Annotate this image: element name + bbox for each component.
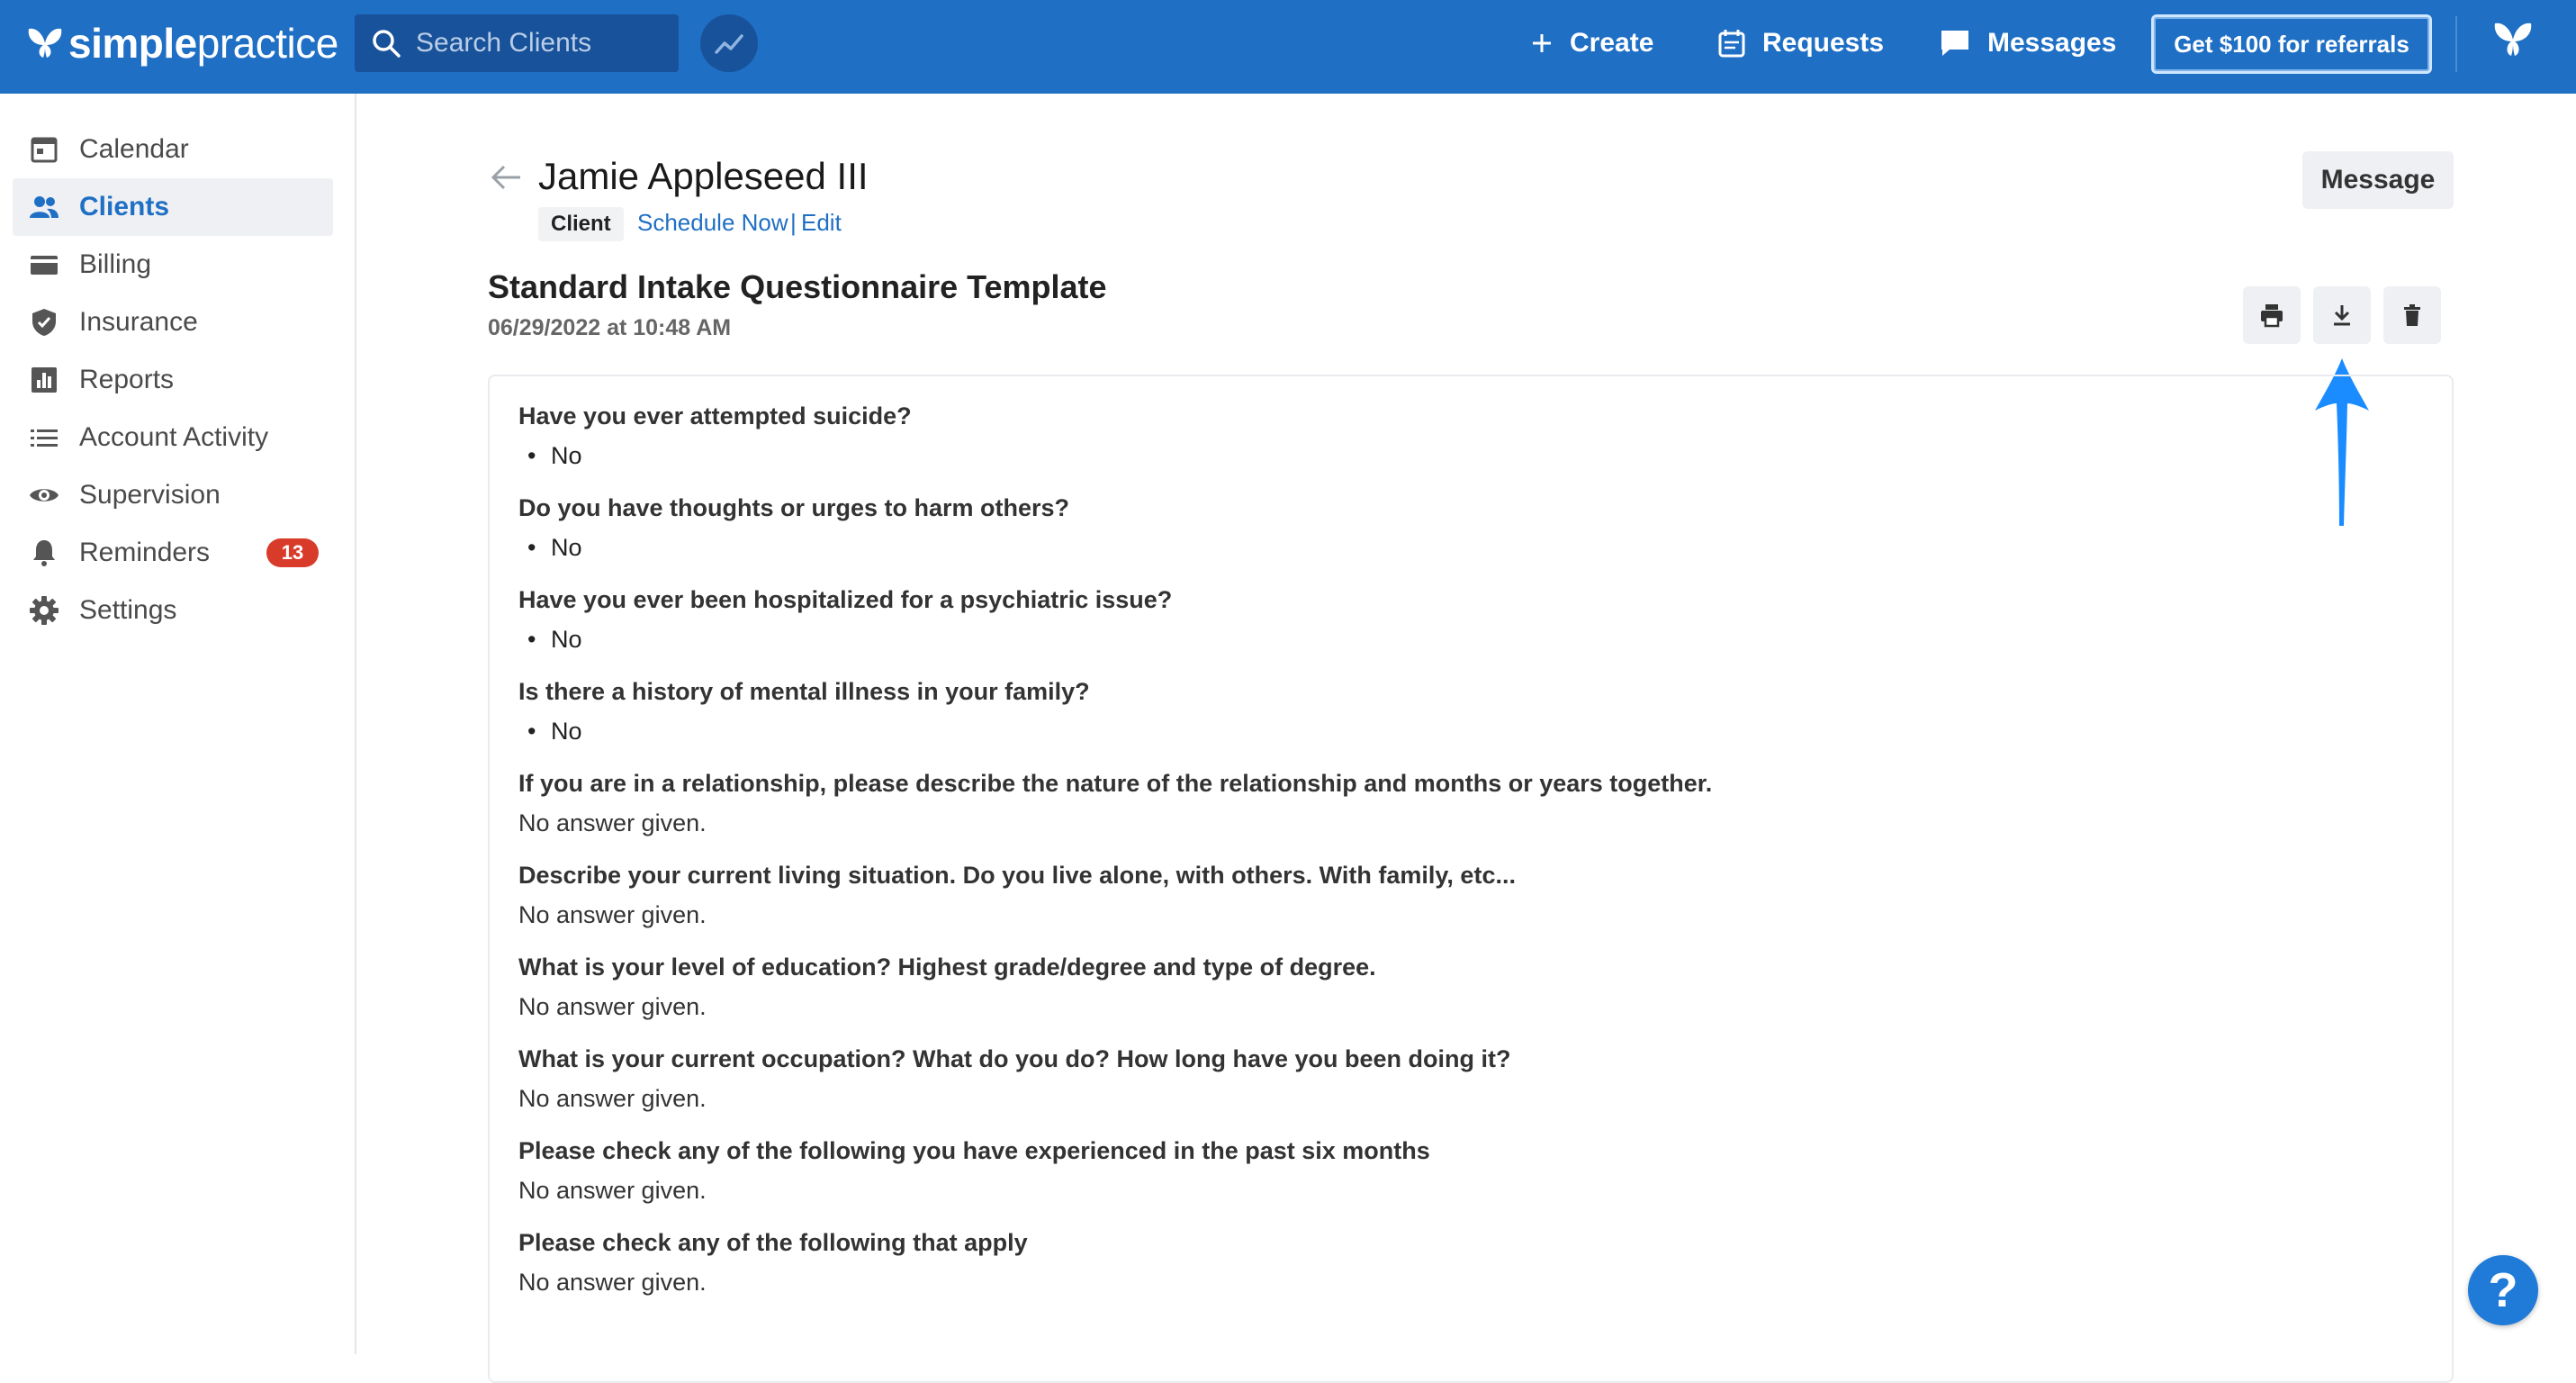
credit-card-icon [29,249,59,280]
delete-button[interactable] [2383,286,2441,344]
question-text: Is there a history of mental illness in your family? [518,678,1090,705]
answer-text: No answer given. [518,901,707,928]
search-clients-box[interactable] [355,14,679,72]
client-name: Jamie Appleseed III [538,155,869,197]
simplepractice-logo[interactable] [25,16,338,70]
printer-icon [2259,303,2284,328]
logo-wordmark: simplepractice [68,20,338,67]
answer-text: No answer given. [518,1085,707,1112]
sidebar-item-label: Supervision [79,480,221,510]
question-text: Please check any of the following you have experienced in the past six months [518,1137,1430,1164]
answer-list [518,438,2423,474]
sidebar-item-insurance[interactable] [13,294,333,351]
answer-list [518,529,2423,565]
create-label: Create [1570,28,1654,58]
help-question-icon: ? [2488,1263,2518,1317]
sidebar-item-account-activity[interactable] [13,409,333,466]
gear-icon [29,595,59,626]
question-text: Please check any of the following that apply [518,1229,1028,1256]
topbar-divider [2455,16,2457,72]
chat-bubble-icon [1939,28,1971,59]
messages-label: Messages [1987,28,2117,58]
search-input[interactable] [416,28,659,59]
answer-text: No answer given. [518,809,707,836]
answer-text: No answer given. [518,1177,707,1204]
requests-label: Requests [1762,28,1885,58]
create-button[interactable] [1530,20,1653,67]
sidebar-item-settings[interactable] [13,582,333,639]
download-button[interactable] [2313,286,2371,344]
clients-icon [29,192,59,222]
sidebar-item-reports[interactable] [13,351,333,409]
sidebar-item-label: Clients [79,192,170,221]
eye-icon [29,480,59,511]
sidebar-item-label: Reports [79,365,175,394]
question-block [518,673,2423,749]
shield-icon [29,307,59,338]
sidebar [0,94,356,1354]
answer-list [518,621,2423,657]
answer-text: No answer given. [518,1269,707,1296]
butterfly-logo-icon [25,25,65,61]
back-arrow-icon[interactable] [488,162,524,193]
link-separator: | [790,209,797,236]
document-title: Standard Intake Questionnaire Template [488,268,1107,305]
answer-item: • No [518,713,2423,749]
question-text: If you are in a relationship, please describe the nature of the relationship and months or years together. [518,770,1713,797]
question-text: Do you have thoughts or urges to harm others? [518,494,1070,521]
sidebar-item-label: Calendar [79,134,189,164]
edit-client-link[interactable]: Edit [801,209,842,236]
search-icon [371,28,401,59]
top-navigation-bar [0,0,2576,94]
insights-button[interactable] [700,14,758,72]
answer-item: • No [518,438,2423,474]
question-text: Describe your current living situation. Do you live alone, with others. With family, etc... [518,862,1516,889]
sidebar-item-calendar[interactable] [13,121,333,178]
sidebar-item-clients[interactable] [13,178,333,236]
trending-up-icon [713,27,745,59]
print-button[interactable] [2243,286,2301,344]
requests-button[interactable] [1717,20,1884,67]
message-button[interactable]: Message [2302,151,2454,209]
sidebar-item-label: Account Activity [79,422,269,452]
sidebar-item-billing[interactable] [13,236,333,294]
sidebar-item-reminders[interactable] [13,524,333,582]
referral-button[interactable] [2151,14,2432,74]
question-block [518,1041,2423,1116]
client-status-badge: Client [538,207,624,241]
sidebar-item-supervision[interactable] [13,466,333,524]
sidebar-item-label: Billing [79,249,152,279]
schedule-now-link[interactable]: Schedule Now [637,209,788,236]
sidebar-item-label: Reminders [79,538,211,567]
help-button[interactable] [2468,1255,2538,1325]
question-block [518,398,2423,474]
question-text: What is your level of education? Highest grade/degree and type of degree. [518,954,1376,981]
calendar-icon [29,134,59,165]
plus-icon [1530,32,1554,55]
sidebar-item-label: Insurance [79,307,198,337]
list-icon [29,422,59,453]
bar-chart-icon [29,365,59,395]
referral-label: Get $100 for referrals [2174,30,2409,58]
answer-item: • No [518,621,2423,657]
questionnaire-panel [488,375,2454,1383]
sidebar-item-label: Settings [79,595,177,625]
trash-icon [2400,303,2425,328]
question-text: Have you ever been hospitalized for a psychiatric issue? [518,586,1173,613]
reminders-count-badge: 13 [266,538,319,567]
question-block [518,949,2423,1025]
question-block [518,1133,2423,1208]
question-block [518,1225,2423,1300]
question-block [518,490,2423,565]
answer-list [518,713,2423,749]
messages-button[interactable] [1939,20,2116,67]
question-block [518,582,2423,657]
question-text: What is your current occupation? What do you do? How long have you been doing it? [518,1045,1511,1072]
document-date: 06/29/2022 at 10:48 AM [488,315,732,340]
question-text: Have you ever attempted suicide? [518,402,912,429]
bell-icon [29,538,59,568]
answer-item: • No [518,529,2423,565]
answer-text: No answer given. [518,993,707,1020]
butterfly-menu-icon[interactable] [2491,20,2535,59]
question-block [518,857,2423,933]
download-icon [2329,303,2355,328]
calendar-request-icon [1717,28,1746,59]
question-block [518,765,2423,841]
